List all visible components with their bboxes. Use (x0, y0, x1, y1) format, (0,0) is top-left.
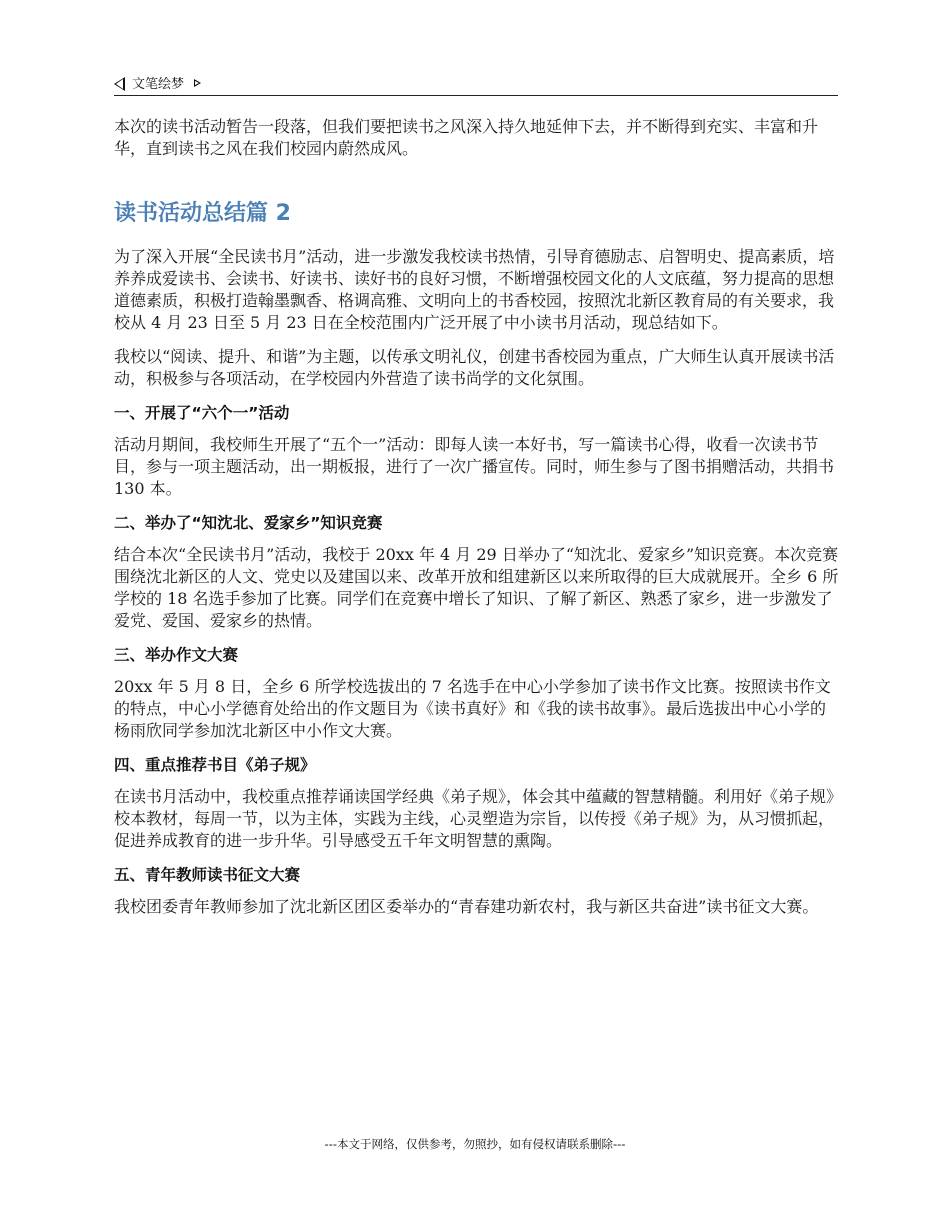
paragraph: 为了深入开展“全民读书月”活动，进一步激发我校读书热情，引导育德励志、启智明史、提高素质，培养养成爱读书、会读书、好读书、读好书的良好习惯，不断增强校园文化的人文底蕴，努力提高的思想道德素质，积极打造翰墨飘香、格调高雅、文明向上的书香校园，按照沈北新区教育局的有关要求，我校从 4 月 23 日至 5 月 23 日在全校范围内广泛开展了中小读书月活动，现总结如下。 (114, 247, 835, 332)
subsection-heading: 一、开展了“六个一”活动 (114, 404, 290, 422)
section-title: 读书活动总结篇 2 (114, 201, 291, 226)
page-footer: ---本文于网络，仅供参考，勿照抄，如有侵权请联系删除--- (324, 1137, 626, 1151)
subsection-body: 我校团委青年教师参加了沈北新区团区委举办的“青春建功新农村，我与新区共奋进”读书征文大赛。 (114, 897, 819, 916)
arrow-left-icon (114, 77, 125, 91)
subsection-heading: 二、举办了“知沈北、爱家乡”知识竞赛 (114, 514, 383, 532)
subsection-body: 活动月期间，我校师生开展了“五个一”活动：即每人读一本好书，写一篇读书心得，收看一次读书节目，参与一项主题活动，出一期板报，进行了一次广播宣传。同时，师生参与了图书捐赠活动，共捐书 130 本。 (114, 435, 835, 498)
header-brand (114, 73, 201, 92)
brand-text: 文笔绘梦 (132, 77, 185, 92)
subsection-heading: 四、重点推荐书目《弟子规》 (114, 756, 316, 774)
subsection-body: 结合本次“全民读书月”活动，我校于 20xx 年 4 月 29 日举办了“知沈北、爱家乡”知识竞赛。本次竞赛围绕沈北新区的人文、党史以及建国以来、改革开放和组建新区以来所取得的巨大成就展开。全乡 6 所学校的 18 名选手参加了比赛。同学们在竞赛中增长了知识、了解了新区、熟悉了家乡，进一步激发了爱党、爱国、爱家乡的热情。 (114, 545, 839, 630)
paragraph: 我校以“阅读、提升、和谐”为主题，以传承文明礼仪，创建书香校园为重点，广大师生认真开展读书活动，积极参与各项活动，在学校园内外营造了读书尚学的文化氛围。 (114, 347, 835, 388)
subsection-body: 在读书月活动中，我校重点推荐诵读国学经典《弟子规》，体会其中蕴藏的智慧精髓。利用好《弟子规》校本教材，每周一节，以为主体，实践为主线，心灵塑造为宗旨，以传授《弟子规》为，从习惯抓起，促进养成教育的进一步升华。引导感受五千年文明智慧的熏陶。 (114, 787, 835, 850)
intro-paragraph: 本次的读书活动暂告一段落，但我们要把读书之风深入持久地延伸下去，并不断得到充实、丰富和升华，直到读书之风在我们校园内蔚然成风。 (114, 117, 819, 158)
page-header (114, 71, 838, 96)
arrow-right-icon (194, 79, 201, 87)
subsection-body: 20xx 年 5 月 8 日，全乡 6 所学校选拔出的 7 名选手在中心小学参加了读书作文比赛。按照读书作文的特点，中心小学德育处给出的作文题目为《读书真好》和《我的读书故事》。最后选拔出中心小学的杨雨欣同学参加沈北新区中小作文大赛。 (114, 677, 831, 740)
document-body (114, 116, 840, 930)
subsection-heading: 三、举办作文大赛 (114, 646, 239, 664)
subsection-heading: 五、青年教师读书征文大赛 (114, 866, 301, 884)
